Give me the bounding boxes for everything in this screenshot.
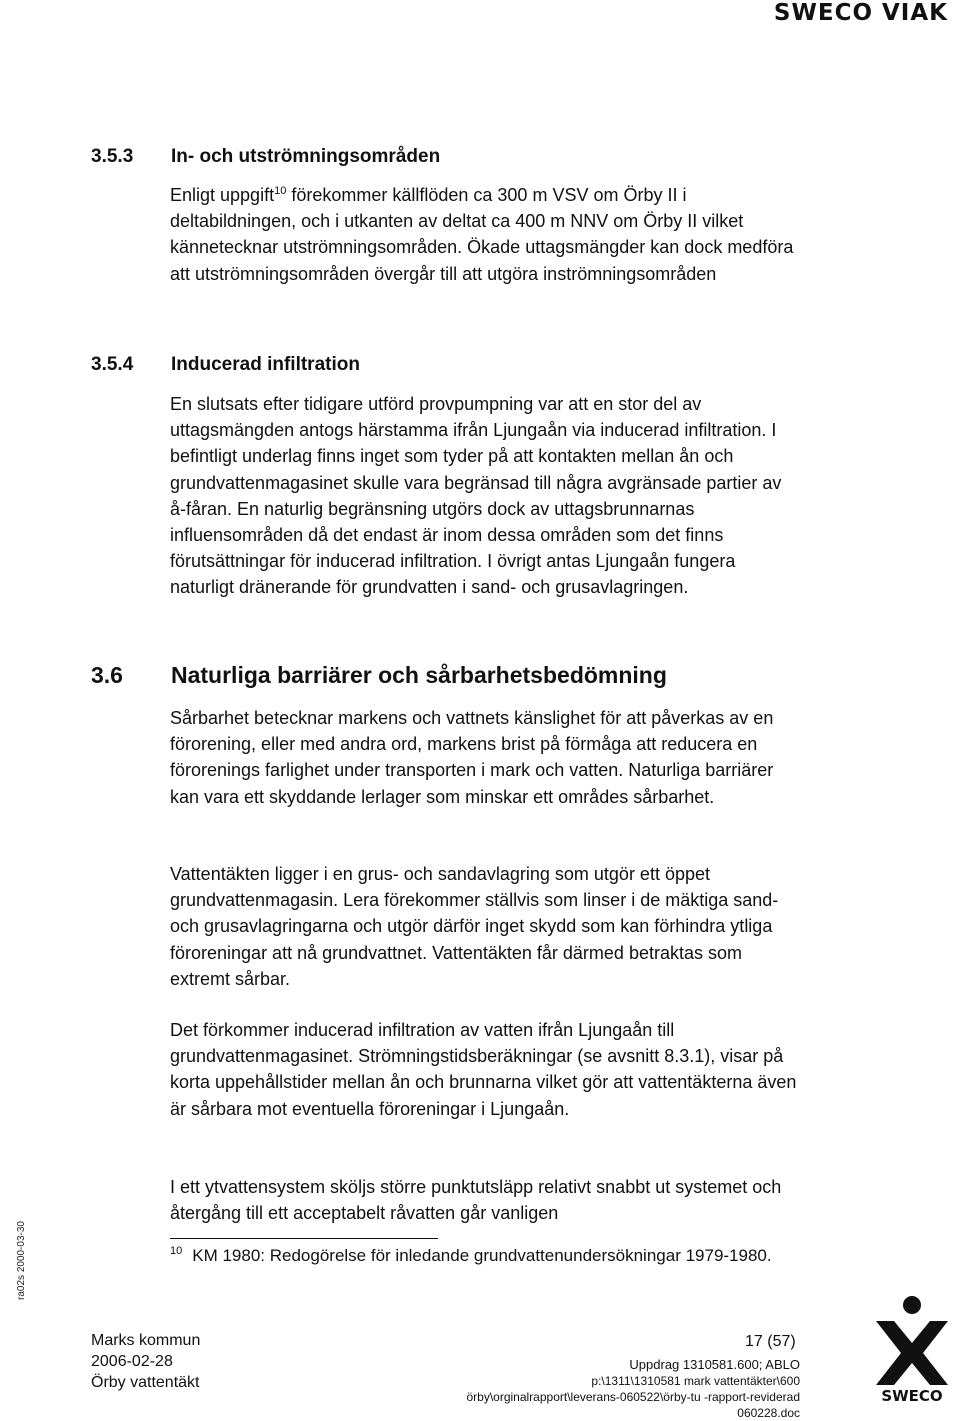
section-number: 3.5.3 <box>91 146 134 167</box>
footer-path: p:\1311\1310581 mark vattentäkter\600 <box>591 1374 800 1388</box>
heading-3-5-3 <box>91 146 440 168</box>
footnote <box>170 1243 790 1268</box>
footer-assignment: Uppdrag 1310581.600; ABLO <box>629 1357 800 1372</box>
footnote-marker: 10 <box>170 1245 183 1258</box>
footer-project: Örby vattentäkt <box>91 1374 200 1391</box>
footnote-text: KM 1980: Redogörelse för inledande grundvattenundersökningar 1979-1980. <box>192 1246 772 1265</box>
footer-right <box>466 1357 800 1421</box>
heading-3-6 <box>91 662 667 689</box>
section-number: 3.5.4 <box>91 354 134 375</box>
footnote-divider <box>170 1238 438 1239</box>
section-title: In- och utströmningsområden <box>171 146 441 167</box>
heading-3-5-4 <box>91 354 360 376</box>
brand-logo: SWECO VIAK <box>773 0 948 26</box>
footer-left <box>91 1330 200 1393</box>
section-title: Naturliga barriärer och sårbarhetsbedömning <box>171 662 667 688</box>
footnote-ref[interactable]: 10 <box>274 185 287 197</box>
paragraph-3-6-1: Sårbarhet betecknar markens och vattnets känslighet för att påverkas av en förorening, eller med andra ord, markens brist på förmåga att reducera en förorenings farlighet under transporten i mark och vatten. Naturliga barriärer kan vara ett skyddande lerlager som minskar ett områdes sårbarhet. <box>170 708 774 807</box>
page-number: 17 (57) <box>745 1333 796 1350</box>
sweco-logo-icon <box>872 1293 952 1405</box>
footer-date: 2006-02-28 <box>91 1353 173 1370</box>
paragraph-3-5-3 <box>170 182 800 287</box>
logo-text: SWECO <box>881 1387 943 1405</box>
footer-path: 060228.doc <box>737 1406 800 1420</box>
footer-path: örby\orginalrapport\leverans-060522\örby-tu -rapport-reviderad <box>466 1390 800 1404</box>
section-title: Inducerad infiltration <box>171 354 360 375</box>
section-number: 3.6 <box>91 662 123 688</box>
form-code: ra02s 2000-03-30 <box>15 1221 27 1300</box>
footer-municipality: Marks kommun <box>91 1332 201 1349</box>
paragraph-3-6-4: I ett ytvattensystem sköljs större punktutsläpp relativt snabbt ut systemet och återgång till ett acceptabelt råvatten går vanligen <box>170 1177 782 1224</box>
paragraph-3-5-4: En slutsats efter tidigare utförd provpumpning var att en stor del av uttagsmängden antogs härstamma ifrån Ljungaån via inducerad infiltration. I befintligt underlag finns inget som tyder på att kontakten mellan ån och grundvattenmagasinet skulle vara begränsad till några avgränsade partier av å-fåran. En naturlig begränsning utgörs dock av uttagsbrunnarnas influensområden då det endast är inom dessa områden som det finns förutsättningar för inducerad infiltration. I övrigt antas Ljungaån fungera naturligt dränerande för grundvatten i sand- och grusavlagringen. <box>170 394 782 598</box>
paragraph-text: Enligt uppgift <box>170 185 275 205</box>
paragraph-3-6-2: Vattentäkten ligger i en grus- och sandavlagring som utgör ett öppet grundvattenmagasin. Lera förekommer ställvis som linser i de mäktiga sand- och grusavlagringarna och utgör därför inget skydd som kan förhindra ytliga föroreningar att nå grundvattnet. Vattentäkten får därmed betraktas som extremt sårbar. <box>170 864 779 989</box>
paragraph-text: förekommer källflöden ca 300 m VSV om Örby II i deltabildningen, och i utkanten av deltat ca 400 m NNV om Örby II vilket kännetecknar utströmningsområden. Ökade uttagsmängder kan dock medföra att utströmningsområden övergår till att utgöra inströmningsområden <box>170 185 794 284</box>
paragraph-3-6-3: Det förkommer inducerad infiltration av vatten ifrån Ljungaån till grundvattenmagasinet. Strömningstidsberäkningar (se avsnitt 8.3.1), visar på korta uppehållstider mellan ån och brunnarna vilket gör att vattentäkterna även är sårbara mot eventuella föroreningar i Ljungaån. <box>170 1020 797 1119</box>
